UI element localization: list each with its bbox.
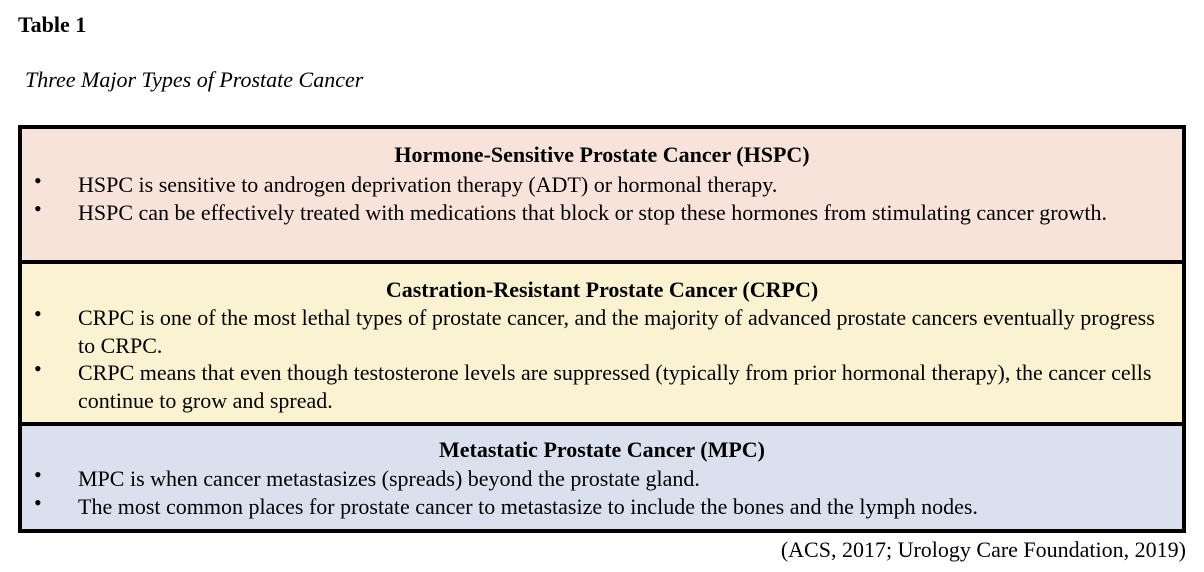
section-title-crpc: Castration-Resistant Prostate Cancer (CRPC) [385,277,819,302]
list-item [22,489,1182,521]
citation: (ACS, 2017; Urology Care Foundation, 2019) [780,537,1186,562]
section-title-hspc: Hormone-Sensitive Prostate Cancer (HSPC) [394,142,810,167]
prostate-cancer-types-table [18,125,1186,533]
bullet-icon: • [34,195,42,221]
bullet-list-mpc [22,462,1182,520]
bullet-icon: • [34,462,42,487]
bullet-text: HSPC can be effectively treated with medications that block or stop these hormones from stimulating cancer growth. [78,199,1108,225]
bullet-list-hspc [22,168,1182,226]
bullet-text: HSPC is sensitive to androgen deprivation therapy (ADT) or hormonal therapy. [78,172,778,197]
bullet-text: MPC is when cancer metastasizes (spreads) beyond the prostate gland. [78,466,700,491]
table-label: Table 1 [18,12,87,37]
list-item [22,168,1182,199]
bullet-icon: • [34,489,42,515]
list-item [22,356,1182,414]
list-item [22,195,1182,227]
list-item [22,462,1182,493]
bullet-icon: • [34,168,42,193]
section-title-mpc: Metastatic Prostate Cancer (MPC) [439,437,765,462]
section-hspc [22,129,1182,264]
list-item [22,301,1182,359]
bullet-text: The most common places for prostate cancer to metastasize to include the bones and the lymph nodes. [78,493,978,519]
bullet-icon: • [34,356,42,381]
table-caption: Three Major Types of Prostate Cancer [25,67,364,92]
section-crpc [22,264,1182,426]
bullet-icon: • [34,301,42,326]
bullet-text: CRPC is one of the most lethal types of prostate cancer, and the majority of advanced prostate cancers eventually progress to CRPC. [78,305,1155,358]
bullet-text: CRPC means that even though testosterone levels are suppressed (typically from prior hormonal therapy), the cancer cells continue to grow and spread. [78,360,1152,413]
bullet-list-crpc [22,301,1182,414]
section-mpc [22,426,1182,529]
